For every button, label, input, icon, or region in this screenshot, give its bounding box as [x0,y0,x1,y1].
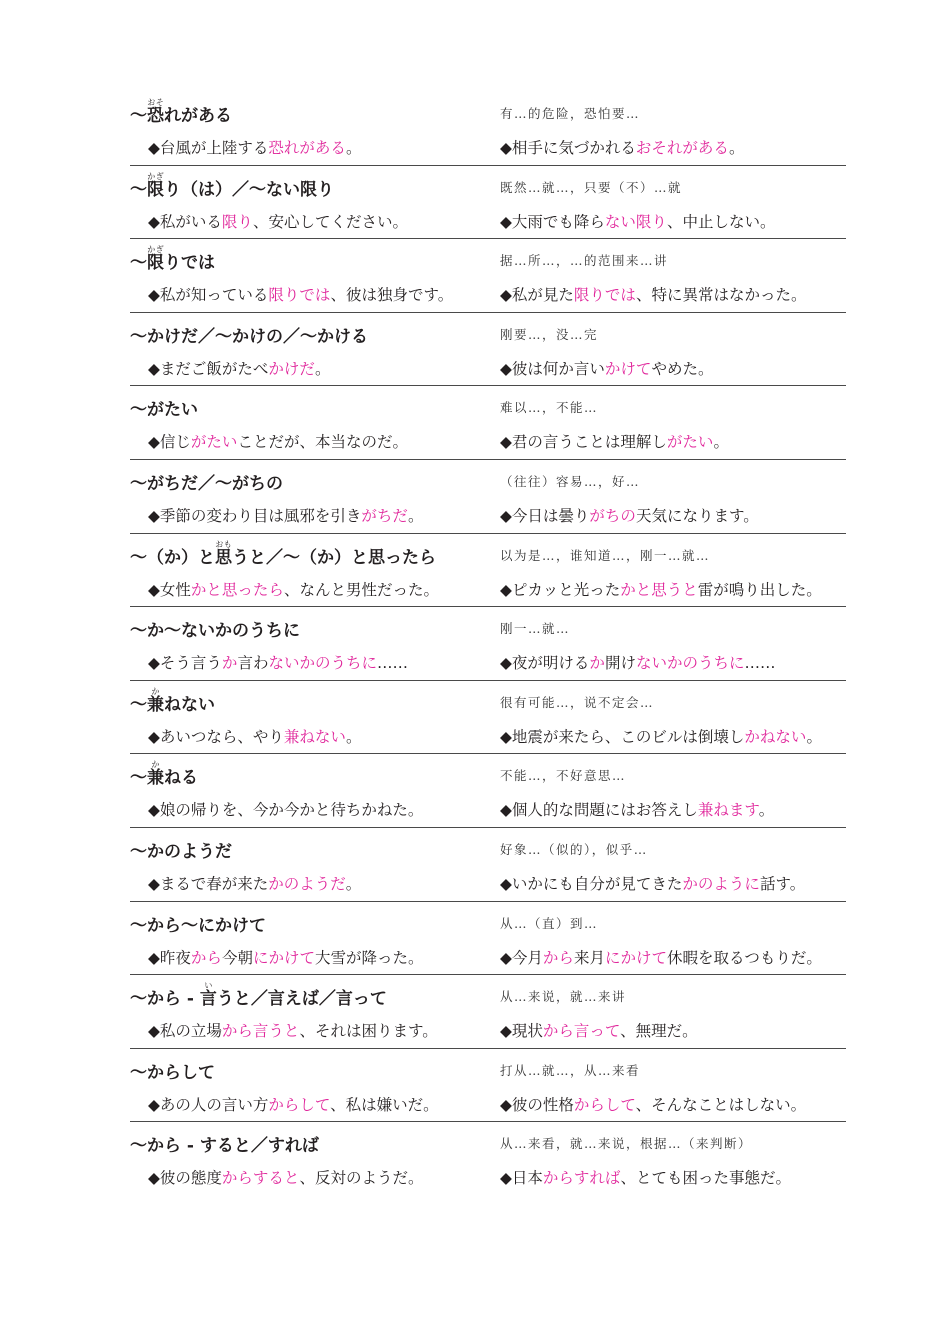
example-text: 、とても困った事態だ。 [620,1169,791,1188]
entry-header [130,686,846,720]
highlighted-grammar: か [221,654,238,673]
pattern-text: ～ [130,694,147,715]
grammar-pattern [130,1062,215,1084]
example-sentence-left [148,285,453,305]
entry-header [130,833,846,867]
grammar-pattern [130,1135,319,1157]
highlighted-grammar: がたい [190,433,238,452]
example-text: 。 [713,433,729,452]
example-text: 休暇を取るつもりだ。 [666,948,822,967]
entry-header [130,907,846,941]
entry-header [130,244,846,278]
grammar-entry [130,975,846,1049]
highlighted-grammar: がちの [589,506,636,525]
example-text: ◆私がいる [148,212,222,231]
example-sentence-left [148,580,439,600]
example-text: ◆彼は何か言い [500,359,605,378]
pattern-text: ～（か）と [130,547,215,568]
example-text: 、私は嫌いだ。 [330,1095,439,1114]
entry-header [130,391,846,425]
pattern-text: ～から - [130,989,200,1010]
example-text: 、なんと男性だった。 [283,580,439,599]
highlighted-grammar: からすると [221,1169,300,1188]
example-text: ◆あいつなら、やり [148,727,284,746]
grammar-pattern [130,981,387,1010]
pattern-text: うと／言えば／言って [216,989,387,1010]
highlighted-grammar: かねない [744,727,807,746]
example-sentence-left [148,948,423,968]
entry-header [130,539,846,573]
grammar-pattern [130,245,215,274]
grammar-entry [130,386,846,460]
kanji: 思 [215,547,232,568]
grammar-entry [130,902,846,976]
furigana: か [147,760,164,770]
example-text: 、無理だ。 [620,1022,698,1041]
example-sentence-left [148,1095,439,1115]
example-sentence-left [148,874,361,894]
highlighted-grammar: からして [268,1095,331,1114]
grammar-pattern [130,687,215,716]
furigana: おそ [147,98,164,107]
example-text: 。 [345,874,362,893]
chinese-meaning: 刚一…就… [500,621,571,637]
pattern-text: ～ [130,179,147,200]
example-text: ◆彼の態度 [148,1169,222,1188]
chinese-meaning: （往往）容易…，好… [500,473,641,489]
example-text: ◆今月 [500,948,543,967]
example-text: ◆大雨でも降ら [500,212,605,231]
example-text: ことだが、本当なのだ。 [237,433,408,452]
example-text: 言わ [237,654,269,673]
example-sentence-right [500,874,805,894]
example-text: やめた。 [651,359,714,378]
example-sentence-left [148,727,361,747]
highlighted-grammar: からすれば [542,1169,621,1188]
pattern-text: ねない [164,694,215,715]
example-sentence-right [500,800,774,820]
chinese-meaning: 不能…，不好意思… [500,768,627,784]
entry-header [130,1127,846,1161]
pattern-text: ～か～ないかのうちに [130,621,300,642]
highlighted-grammar: かけだ [268,359,315,378]
kanji: 言 [199,989,217,1010]
example-sentence-right [500,580,822,600]
grammar-entry [130,681,846,755]
chinese-meaning: 以为是…，谁知道…，刚一…就… [500,547,711,563]
highlighted-grammar: から言って [542,1022,621,1041]
example-text: 天気になります。 [635,506,759,525]
chinese-meaning: 好象…（似的），似乎… [500,841,648,857]
grammar-pattern [130,915,266,937]
example-text: 開け [604,654,636,673]
example-text: 。 [806,727,822,746]
kanji-with-reading [215,539,232,568]
grammar-pattern [130,620,300,642]
kanji: 兼 [147,694,164,715]
example-text: ◆今日は曇り [500,506,590,525]
example-text: 、中止しない。 [666,212,776,231]
pattern-text: うと／～（か）と思ったら [232,547,436,568]
example-text: ◆まるで春が来た [148,874,269,893]
example-sentence-right [500,653,775,673]
grammar-pattern [130,540,436,569]
highlighted-grammar: 兼ねます [697,801,759,820]
example-sentence-left [148,138,361,158]
kanji: 兼 [147,768,164,789]
highlighted-grammar: ないかのうちに [268,654,377,673]
example-text: 。 [758,801,775,820]
example-text: ◆季節の変わり目は風邪を引き [148,506,362,525]
pattern-text: りでは [164,253,215,274]
pattern-text: り（は）／～ない限り [164,179,334,200]
entry-header [130,97,846,131]
example-sentence-left [148,1168,423,1188]
highlighted-grammar: がちだ [361,506,408,525]
example-text: ◆昨夜 [148,948,191,967]
example-text: ◆女性 [148,580,191,599]
example-text: 。 [728,139,745,157]
example-sentence-right [500,212,775,232]
highlighted-grammar: から [190,948,222,967]
pattern-text: ～から - すると／すれば [130,1136,319,1157]
entry-header [130,1054,846,1088]
example-text: ◆そう言う [148,654,222,673]
kanji: 恐 [147,106,164,126]
example-text: 大雪が降った。 [314,948,424,967]
kanji-with-reading [147,760,164,789]
furigana: い [199,981,217,991]
example-sentence-left [148,359,330,379]
pattern-text: ～かけだ／～かけの／～かける [130,326,368,347]
grammar-pattern [130,399,198,421]
example-text: ◆まだご飯がたべ [148,359,269,378]
highlighted-grammar: ない限り [604,212,667,231]
highlighted-grammar: か [589,654,605,673]
example-text: 。 [407,506,424,525]
grammar-pattern [130,760,198,789]
grammar-entry [130,92,846,166]
grammar-entry [130,607,846,681]
chinese-meaning: 既然…就…，只要（不）…就 [500,179,683,195]
highlighted-grammar: かのようだ [268,874,346,893]
highlighted-grammar: 限りでは [573,286,636,305]
example-text: ◆あの人の言い方 [148,1095,269,1114]
furigana: か [147,686,164,696]
chinese-meaning: 从…来看，就…来说，根据…（来判断） [500,1136,753,1152]
example-sentence-right [500,506,759,526]
pattern-text: ～ [130,253,147,274]
example-text: 。 [345,139,362,157]
grammar-pattern [130,172,334,201]
furigana: かぎ [147,245,164,255]
furigana: かぎ [147,171,164,181]
highlighted-grammar: かと思ったら [190,580,284,599]
example-text: …… [744,654,776,673]
grammar-pattern [130,98,232,127]
kanji-with-reading [147,245,164,274]
furigana: おも [215,539,232,549]
grammar-pattern [130,326,368,348]
kanji-with-reading [199,981,217,1010]
chinese-meaning: 打从…就…，从…来看 [500,1062,641,1078]
entry-header [130,759,846,793]
highlighted-grammar: がたい [666,433,714,452]
example-sentence-left [148,653,408,673]
example-sentence-left [148,432,408,452]
example-text: 。 [345,727,362,746]
highlighted-grammar: からして [573,1095,636,1114]
example-text: ◆夜が明ける [500,654,590,673]
highlighted-grammar: にかけて [252,948,315,967]
entry-header [130,980,846,1014]
example-text: ◆地震が来たら、このビルは倒壊し [500,727,745,746]
example-text: 、安心してください。 [252,212,408,231]
example-sentence-right [500,1168,791,1188]
highlighted-grammar: 兼ねない [283,727,346,746]
highlighted-grammar: にかけて [604,948,667,967]
pattern-text: ～ [130,106,147,126]
highlighted-grammar: かけて [604,359,652,378]
example-text: ◆娘の帰りを、今か今かと待ちかねた。 [148,801,424,820]
grammar-entry [130,754,846,828]
example-sentence-right [500,359,713,379]
example-text: 話す。 [759,874,806,893]
pattern-text: ～がちだ／～がちの [130,473,283,494]
pattern-text: ～から～にかけて [130,915,266,936]
grammar-entry [130,166,846,240]
example-text: 、それは困ります。 [299,1022,438,1041]
example-sentence-left [148,212,408,232]
grammar-pattern [130,473,283,495]
example-text: ◆相手に気づかれる [500,139,636,157]
highlighted-grammar: かと思うと [620,580,698,599]
kanji-with-reading [147,686,164,715]
example-text: 、彼は独身です。 [330,286,454,305]
pattern-text: ねる [164,768,198,789]
pattern-text: ～がたい [130,400,198,421]
kanji-with-reading [147,98,164,126]
example-sentence-left [148,1021,438,1041]
highlighted-grammar: から [542,948,574,967]
example-sentence-right [500,1095,806,1115]
example-sentence-left [148,800,423,820]
chinese-meaning: 据…所…，…的范围来…讲 [500,253,669,269]
pattern-text: れがある [164,106,232,126]
kanji: 限 [147,179,164,200]
example-text: ◆私が見た [500,286,574,305]
highlighted-grammar: 恐れがある [268,139,346,157]
highlighted-grammar: 限り [221,212,253,231]
example-text: ◆台風が上陸する [148,139,269,157]
example-text: ◆信じ [148,433,191,452]
highlighted-grammar: 限りでは [268,286,331,305]
example-text: …… [376,654,408,673]
example-text: ◆いかにも自分が見てきた [500,874,683,893]
kanji: 限 [147,253,164,274]
example-text: ◆現状 [500,1022,543,1041]
example-sentence-right [500,727,822,747]
example-sentence-left [148,506,423,526]
example-text: 来月 [573,948,605,967]
pattern-text: ～かのようだ [130,841,232,862]
example-text: ◆ピカッと光った [500,580,621,599]
highlighted-grammar: から言うと [221,1022,300,1041]
kanji-with-reading [147,171,164,200]
example-sentence-right [500,948,822,968]
example-text: ◆日本 [500,1169,543,1188]
example-text: 今朝 [221,948,253,967]
chinese-meaning: 刚要…，没…完 [500,326,599,342]
pattern-text: ～からして [130,1062,215,1083]
grammar-entry [130,313,846,387]
entry-header [130,612,846,646]
example-sentence-right [500,1021,698,1041]
grammar-entry [130,828,846,902]
grammar-entry [130,1122,846,1196]
example-sentence-right [500,138,744,158]
example-sentence-right [500,432,729,452]
example-text: 雷が鳴り出した。 [697,580,822,599]
example-text: ◆彼の性格 [500,1095,574,1114]
entry-header [130,171,846,205]
example-text: ◆個人的な問題にはお答えし [500,801,698,820]
example-text: 。 [314,359,331,378]
highlighted-grammar: ないかのうちに [635,654,745,673]
entry-header [130,318,846,352]
grammar-entry [130,1049,846,1123]
example-text: ◆君の言うことは理解し [500,433,667,452]
pattern-text: ～ [130,768,147,789]
example-sentence-right [500,285,806,305]
chinese-meaning: 有…的危险，恐怕要… [500,106,641,121]
entry-header [130,465,846,499]
grammar-list [130,92,846,1196]
highlighted-grammar: かのように [682,874,760,893]
highlighted-grammar: おそれがある [635,139,729,157]
example-text: 、反対のようだ。 [299,1169,424,1188]
chinese-meaning: 从…（直）到… [500,915,599,931]
chinese-meaning: 从…来说，就…来讲 [500,989,627,1005]
chinese-meaning: 很有可能…，说不定会… [500,694,655,710]
grammar-entry [130,534,846,608]
grammar-entry [130,239,846,313]
grammar-pattern [130,841,232,863]
chinese-meaning: 难以…，不能… [500,400,599,416]
example-text: ◆私の立場 [148,1022,222,1041]
example-text: 、そんなことはしない。 [635,1095,807,1114]
example-text: 、特に異常はなかった。 [635,286,807,305]
grammar-entry [130,460,846,534]
example-text: ◆私が知っている [148,286,269,305]
